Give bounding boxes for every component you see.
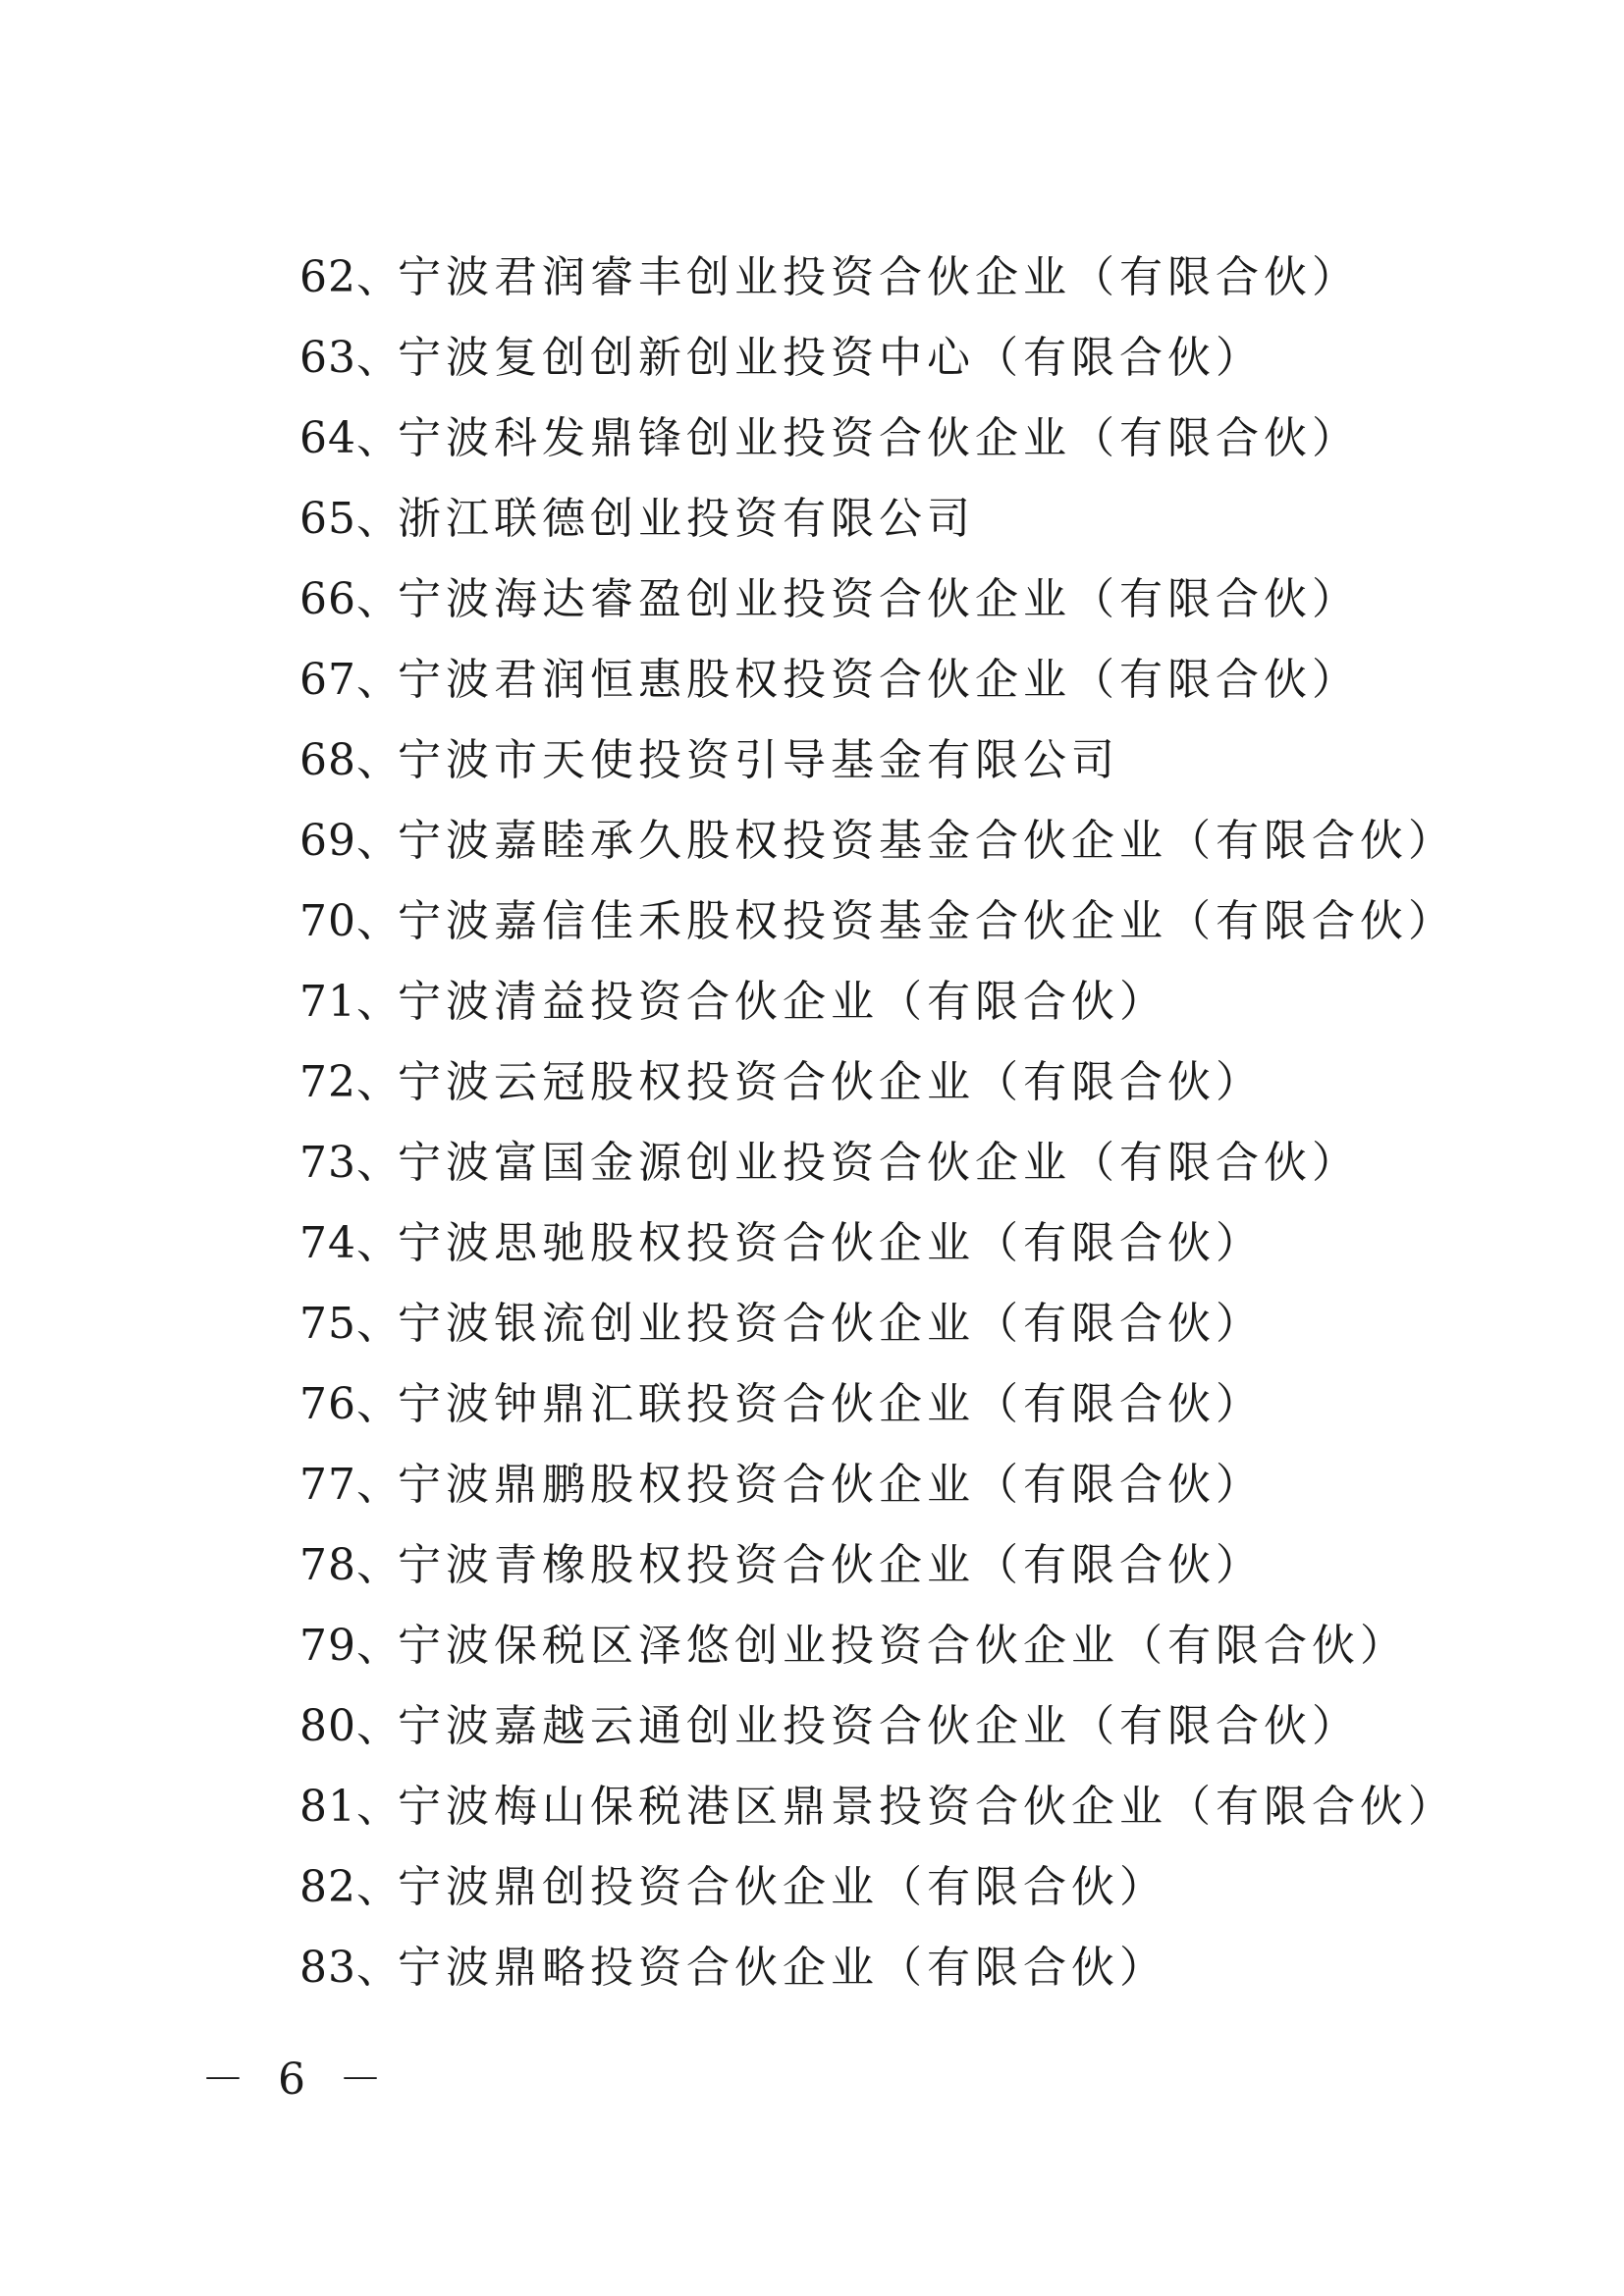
item-number: 64、 bbox=[299, 413, 401, 463]
list-item bbox=[299, 1129, 1478, 1209]
page-number: － 6 － bbox=[201, 2055, 392, 2105]
company-name: 宁波思驰股权投资合伙企业（有限合伙） bbox=[398, 1218, 1264, 1268]
item-number: 74、 bbox=[299, 1218, 401, 1268]
item-number: 67、 bbox=[299, 655, 401, 705]
company-name: 宁波海达睿盈创业投资合伙企业（有限合伙） bbox=[398, 574, 1360, 624]
item-number: 83、 bbox=[299, 1943, 401, 1993]
item-number: 69、 bbox=[299, 816, 401, 866]
company-name: 宁波嘉信佳禾股权投资基金合伙企业（有限合伙） bbox=[398, 896, 1456, 946]
company-name: 宁波梅山保税港区鼎景投资合伙企业（有限合伙） bbox=[398, 1782, 1456, 1832]
list-item bbox=[299, 324, 1478, 404]
item-number: 65、 bbox=[299, 494, 401, 544]
company-list bbox=[299, 243, 1478, 2014]
item-number: 72、 bbox=[299, 1057, 401, 1107]
item-number: 63、 bbox=[299, 333, 401, 383]
item-number: 77、 bbox=[299, 1460, 401, 1510]
item-number: 82、 bbox=[299, 1862, 401, 1912]
company-name: 宁波嘉睦承久股权投资基金合伙企业（有限合伙） bbox=[398, 816, 1456, 866]
company-name: 宁波复创创新创业投资中心（有限合伙） bbox=[398, 333, 1264, 383]
list-item bbox=[299, 1612, 1478, 1692]
company-name: 浙江联德创业投资有限公司 bbox=[398, 494, 975, 544]
company-name: 宁波清益投资合伙企业（有限合伙） bbox=[398, 977, 1167, 1027]
company-name: 宁波青橡股权投资合伙企业（有限合伙） bbox=[398, 1540, 1264, 1590]
company-name: 宁波嘉越云通创业投资合伙企业（有限合伙） bbox=[398, 1701, 1360, 1751]
company-name: 宁波保税区泽悠创业投资合伙企业（有限合伙） bbox=[398, 1621, 1408, 1671]
company-name: 宁波鼎鹏股权投资合伙企业（有限合伙） bbox=[398, 1460, 1264, 1510]
list-item bbox=[299, 1934, 1478, 2014]
item-number: 66、 bbox=[299, 574, 401, 624]
list-item bbox=[299, 1531, 1478, 1612]
list-item bbox=[299, 1209, 1478, 1290]
list-item bbox=[299, 968, 1478, 1048]
list-item bbox=[299, 807, 1478, 887]
company-name: 宁波君润睿丰创业投资合伙企业（有限合伙） bbox=[398, 252, 1360, 302]
item-number: 78、 bbox=[299, 1540, 401, 1590]
list-item bbox=[299, 404, 1478, 485]
list-item bbox=[299, 1290, 1478, 1370]
list-item bbox=[299, 1451, 1478, 1531]
company-name: 宁波鼎创投资合伙企业（有限合伙） bbox=[398, 1862, 1167, 1912]
item-number: 81、 bbox=[299, 1782, 401, 1832]
item-number: 73、 bbox=[299, 1138, 401, 1188]
list-item bbox=[299, 485, 1478, 565]
item-number: 68、 bbox=[299, 735, 401, 785]
company-name: 宁波富国金源创业投资合伙企业（有限合伙） bbox=[398, 1138, 1360, 1188]
list-item bbox=[299, 1853, 1478, 1934]
item-number: 62、 bbox=[299, 252, 401, 302]
list-item bbox=[299, 887, 1478, 968]
company-name: 宁波科发鼎锋创业投资合伙企业（有限合伙） bbox=[398, 413, 1360, 463]
list-item bbox=[299, 646, 1478, 726]
company-name: 宁波市天使投资引导基金有限公司 bbox=[398, 735, 1119, 785]
company-name: 宁波钟鼎汇联投资合伙企业（有限合伙） bbox=[398, 1379, 1264, 1429]
list-item bbox=[299, 726, 1478, 807]
item-number: 76、 bbox=[299, 1379, 401, 1429]
item-number: 70、 bbox=[299, 896, 401, 946]
list-item bbox=[299, 243, 1478, 324]
company-name: 宁波云冠股权投资合伙企业（有限合伙） bbox=[398, 1057, 1264, 1107]
list-item bbox=[299, 1048, 1478, 1129]
company-name: 宁波鼎略投资合伙企业（有限合伙） bbox=[398, 1943, 1167, 1993]
list-item bbox=[299, 1692, 1478, 1773]
list-item bbox=[299, 565, 1478, 646]
list-item bbox=[299, 1773, 1478, 1853]
company-name: 宁波君润恒惠股权投资合伙企业（有限合伙） bbox=[398, 655, 1360, 705]
list-item bbox=[299, 1370, 1478, 1451]
item-number: 75、 bbox=[299, 1299, 401, 1349]
item-number: 79、 bbox=[299, 1621, 401, 1671]
company-name: 宁波银流创业投资合伙企业（有限合伙） bbox=[398, 1299, 1264, 1349]
item-number: 71、 bbox=[299, 977, 401, 1027]
item-number: 80、 bbox=[299, 1701, 401, 1751]
